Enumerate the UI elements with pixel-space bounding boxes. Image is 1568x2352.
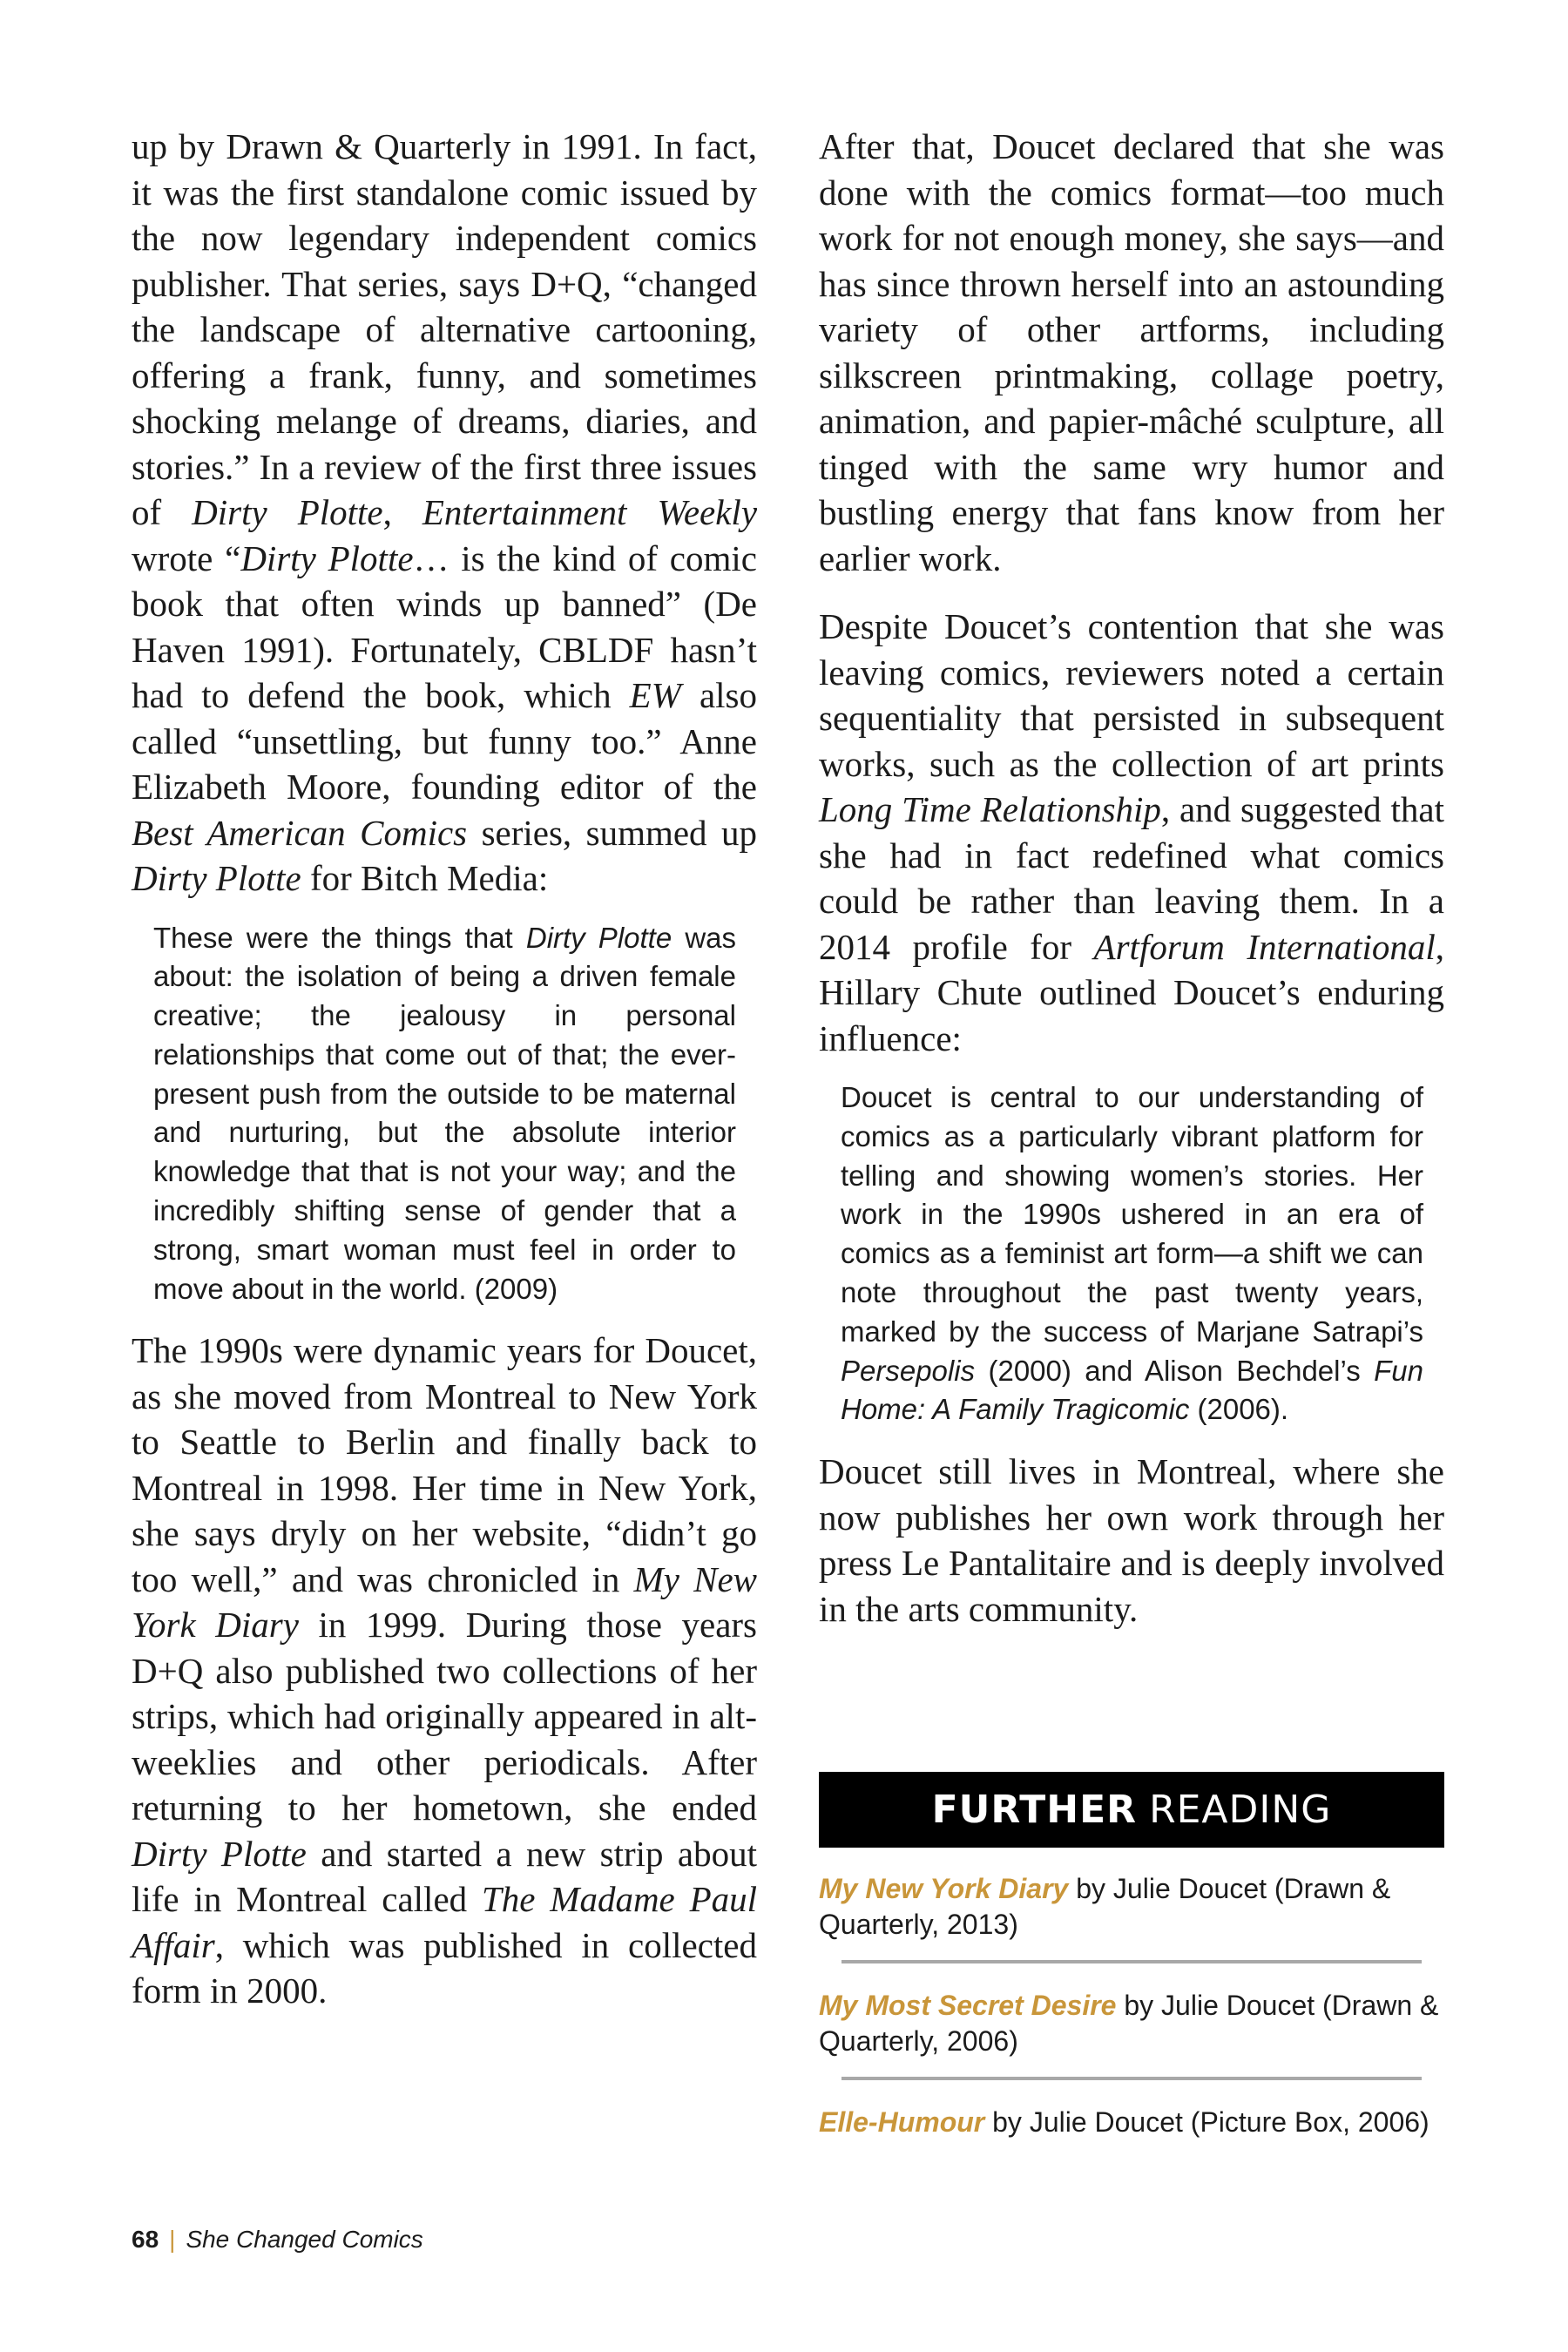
block-quote-moore: These were the things that Dirty Plotte was about: the isolation of being a driven female creative; the jealousy in personal relationships that come out of that; the ever-present push from the outside to be maternal and nurturing, but the absolute interior knowledge that that is not your way; and the incredibly shifting sense of gender that a strong, smart woman must feel in order to move about in the world. (2009)	[153, 921, 737, 1305]
further-reading-title: My New York Diary	[819, 1873, 1069, 1904]
right-column	[819, 124, 1444, 1632]
left-column	[132, 124, 757, 2014]
divider	[841, 1960, 1422, 1963]
further-reading-heading-rest: READING	[1149, 1788, 1332, 1832]
divider	[841, 2077, 1422, 2080]
footer-separator: |	[169, 2226, 176, 2253]
right-paragraph-2: Despite Doucet’s contention that she was leaving comics, reviewers noted a certain sequentiality that persisted in subsequent works, such as the collection of art prints Long Time Relationship, and suggested that she had in fact redefined what comics could be rather than leaving them. In a 2014 profile for Artforum International, Hillary Chute outlined Doucet’s enduring influence:	[819, 606, 1444, 1058]
further-reading-item: My New York Diary by Julie Doucet (Drawn & Quarterly, 2013)	[819, 1873, 1391, 1940]
right-paragraph-3: Doucet still lives in Montreal, where she now publishes her own work through her press Le Pantalitaire and is deeply involved in the arts community.	[819, 1451, 1444, 1629]
left-paragraph-1: up by Drawn & Quarterly in 1991. In fact, it was the first standalone comic issued by the now legendary independent comics publisher. That series, says D+Q, “changed the landscape of alternative cartooning, offering a frank, funny, and sometimes shocking melange of dreams, diaries, and stories.” In a review of the first three issues of Dirty Plotte, Entertainment Weekly wrote “Dirty Plotte… is the kind of comic book that often winds up banned” (De Haven 1991). Fortunately, CBLDF hasn’t had to defend the book, which EW also called “unsettling, but funny too.” Anne Elizabeth Moore, founding editor of the Best American Comics series, summed up Dirty Plotte for Bitch Media:	[132, 126, 758, 898]
further-reading-item: My Most Secret Desire by Julie Doucet (Drawn & Quarterly, 2006)	[819, 1990, 1439, 2057]
further-reading-heading	[819, 1772, 1444, 1848]
further-reading-title: Elle-Humour	[819, 2106, 985, 2138]
block-quote-chute: Doucet is central to our understanding of comics as a particularly vibrant platform for telling and showing women’s stories. Her work in the 1990s ushered in an era of comics as a feminist art form—a shift we can note throughout the past twenty years, marked by the success of Marjane Satrapi’s Persepolis (2000) and Alison Bechdel’s Fun Home: A Family Tragicomic (2006).	[841, 1081, 1423, 1426]
further-reading-heading-bold: FURTHER	[931, 1788, 1138, 1832]
further-reading-list	[819, 1864, 1444, 2158]
page-number: 68	[132, 2226, 159, 2253]
book-title: She Changed Comics	[186, 2226, 423, 2253]
page-footer	[132, 2226, 423, 2254]
right-paragraph-1: After that, Doucet declared that she was done with the comics format—too much work for not enough money, she says—and has since thrown herself into an astounding variety of other artforms, including silkscreen printmaking, collage poetry, animation, and papier-mâché sculpture, all tinged with the same wry humor and bustling energy that fans know from her earlier work.	[819, 126, 1444, 578]
left-paragraph-2: The 1990s were dynamic years for Doucet, as she moved from Montreal to New York to Seattle to Berlin and finally back to Montreal in 1998. Her time in New York, she says dryly on her website, “didn’t go too well,” and was chronicled in My New York Diary in 1999. During those years D+Q also published two collections of her strips, which had originally appeared in alt-weeklies and other periodicals. After returning to her hometown, she ended Dirty Plotte and started a new strip about life in Montreal called The Madame Paul Affair, which was published in collected form in 2000.	[132, 1330, 757, 2011]
further-reading-title: My Most Secret Desire	[819, 1990, 1117, 2021]
further-reading-item: Elle-Humour by Julie Doucet (Picture Box, 2006)	[819, 2106, 1429, 2138]
